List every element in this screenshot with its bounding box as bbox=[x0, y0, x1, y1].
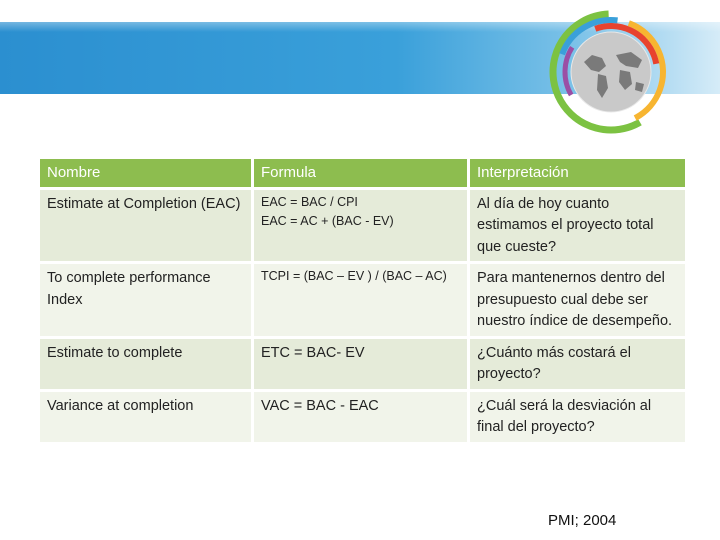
globe-swirl-logo-icon bbox=[536, 0, 686, 150]
cell-name: Estimate at Completion (EAC) bbox=[39, 188, 253, 263]
table-row bbox=[39, 263, 687, 338]
table-row bbox=[39, 337, 687, 390]
cell-interpretation: ¿Cuánto más costará el proyecto? bbox=[469, 337, 687, 390]
formula-line: VAC = BAC - EAC bbox=[261, 397, 379, 414]
cell-formula bbox=[253, 188, 469, 263]
cell-interpretation: Al día de hoy cuanto estimamos el proyecto total que cueste? bbox=[469, 188, 687, 263]
formula-line: EAC = BAC / CPI bbox=[261, 194, 358, 209]
cell-interpretation: Para mantenernos dentro del presupuesto cual debe ser nuestro índice de desempeño. bbox=[469, 263, 687, 338]
cell-formula bbox=[253, 390, 469, 443]
formulas-table bbox=[37, 156, 688, 445]
cell-formula bbox=[253, 337, 469, 390]
cell-formula bbox=[253, 263, 469, 338]
table-row bbox=[39, 390, 687, 443]
formula-line: ETC = BAC- EV bbox=[261, 344, 365, 361]
column-header-interpretacion: Interpretación bbox=[469, 158, 687, 189]
cell-interpretation: ¿Cuál será la desviación al final del proyecto? bbox=[469, 390, 687, 443]
column-header-nombre: Nombre bbox=[39, 158, 253, 189]
cell-name: Estimate to complete bbox=[39, 337, 253, 390]
source-citation: PMI; 2004 bbox=[548, 512, 617, 529]
formula-line: EAC = AC + (BAC - EV) bbox=[261, 213, 394, 228]
formula-line: TCPI = (BAC – EV ) / (BAC – AC) bbox=[261, 269, 447, 283]
cell-name: To complete performance Index bbox=[39, 263, 253, 338]
cell-name: Variance at completion bbox=[39, 390, 253, 443]
column-header-formula: Formula bbox=[253, 158, 469, 189]
table-row bbox=[39, 188, 687, 263]
table-header-row bbox=[39, 158, 687, 189]
